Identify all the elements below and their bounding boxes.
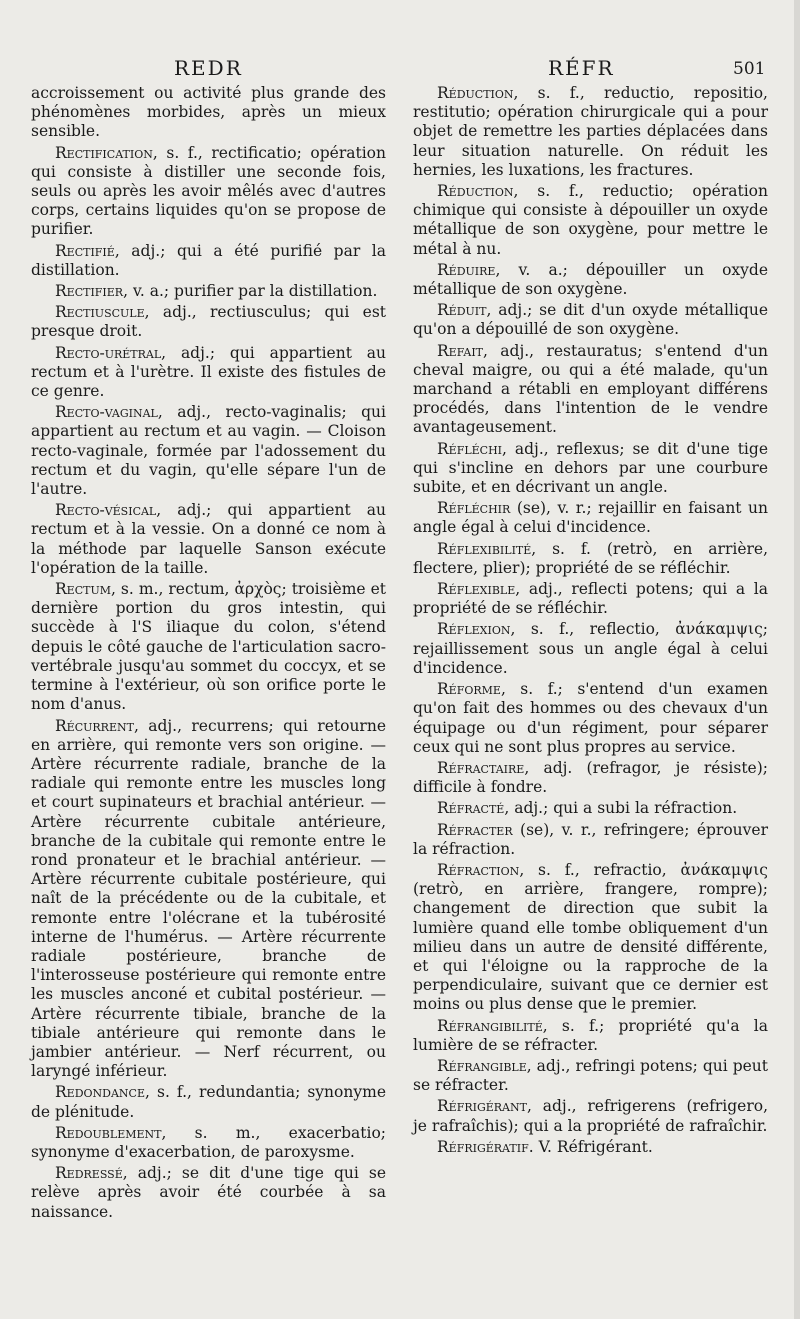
- dictionary-entry: [31, 1124, 386, 1162]
- running-head-right: RÉFR: [548, 56, 615, 80]
- entry-headword: Réflexion: [437, 620, 511, 639]
- entry-text: , s. f.; propriété qu'a la lumière de se réfracter.: [413, 1016, 768, 1054]
- dictionary-entry: [413, 620, 768, 678]
- dictionary-entry: [31, 403, 386, 499]
- entry-headword: Recto-vaginal: [55, 403, 158, 422]
- entry-text: , adj., recto-vaginalis; qui appartient au rectum et au vagin. — Cloison recto-vaginale, formée par l'adossement du rectum et du vagin, qu'elle sépare l'un de l'autre.: [31, 403, 386, 499]
- entry-text: , adj., rectiusculus; qui est presque droit.: [31, 303, 386, 341]
- dictionary-entry: [413, 1017, 768, 1055]
- entry-headword: Réfléchi: [437, 439, 503, 458]
- left-column: [31, 84, 386, 1224]
- entry-headword: Rectum: [55, 580, 111, 599]
- dictionary-entry: [413, 1097, 768, 1135]
- dictionary-entry: [31, 580, 386, 714]
- entry-headword: Réfléchir: [437, 499, 511, 518]
- dictionary-entry: [413, 680, 768, 757]
- entry-text: , s. f., redundantia; synonyme de plénitude.: [31, 1083, 386, 1121]
- entry-headword: Réfrigérant: [437, 1097, 527, 1116]
- dictionary-entry: [413, 499, 768, 537]
- entry-headword: Réflexibilité: [437, 539, 532, 558]
- entry-headword: Réduction: [437, 84, 514, 102]
- dictionary-entry: [31, 84, 386, 142]
- dictionary-entry: [31, 303, 386, 341]
- entry-headword: Rectifié: [55, 241, 115, 260]
- page-edge-shadow: [794, 0, 800, 1319]
- entry-text: , adj.; qui a subi la réfraction.: [504, 799, 738, 818]
- entry-text: , s. f., reductio; opération chimique qui consiste à dépouiller un oxyde métallique de son oxygène, pour mettre le métal à nu.: [413, 182, 768, 258]
- entry-text: , adj., refrigerens (refrigero, je rafraîchis); qui a la propriété de rafraîchir.: [413, 1097, 768, 1135]
- entry-headword: Redoublement: [55, 1123, 162, 1142]
- dictionary-entry: [31, 1083, 386, 1121]
- entry-headword: Rectifier: [55, 282, 124, 301]
- entry-headword: Réfracter: [437, 820, 513, 839]
- dictionary-entry: [31, 344, 386, 402]
- dictionary-entry: [413, 84, 768, 180]
- dictionary-entry: [31, 282, 386, 301]
- entry-headword: Réfractaire: [437, 758, 525, 777]
- dictionary-entry: [31, 144, 386, 240]
- dictionary-entry: [31, 1164, 386, 1222]
- dictionary-entry: [413, 759, 768, 797]
- dictionary-entry: [413, 301, 768, 339]
- entry-text: , adj., reflexus; se dit d'une tige qui s'incline en dehors par une courbure subite, et en décrivant un angle.: [413, 439, 768, 497]
- entry-text: , adj.; qui appartient au rectum et à la vessie. On a donné ce nom à la méthode par laquelle Sanson exécute l'opération de la taille.: [31, 501, 386, 577]
- dictionary-entry: [413, 1138, 768, 1157]
- entry-text: , s. m., exacerbatio; synonyme d'exacerbation, de paroxysme.: [31, 1123, 386, 1161]
- entry-text: , s. f., reductio, repositio, restitutio; opération chirurgicale qui a pour objet de remettre les parties déplacées dans leur situation naturelle. On réduit les hernies, les luxations, les fractures.: [413, 84, 768, 179]
- entry-text: , adj.; se dit d'une tige qui se relève après avoir été courbée à sa naissance.: [31, 1164, 386, 1221]
- entry-text: , s. f., rectificatio; opération qui consiste à distiller une seconde fois, seuls ou après les avoir mêlés avec d'autres corps, certains liquides qu'on se propose de purifier.: [31, 143, 386, 239]
- entry-headword: Recto-vésical: [55, 501, 157, 520]
- dictionary-entry: [31, 501, 386, 578]
- dictionary-entry: [413, 182, 768, 259]
- entry-headword: Redressé: [55, 1164, 123, 1183]
- entry-headword: Réduit: [437, 301, 487, 320]
- right-column: [413, 84, 768, 1159]
- entry-headword: Recto-urétral: [55, 343, 162, 362]
- entry-text: (se), v. r.; rejaillir en faisant un angle égal à celui d'incidence.: [413, 499, 768, 537]
- page-number: 501: [733, 59, 766, 79]
- entry-headword: Réfrangibilité: [437, 1016, 543, 1035]
- entry-headword: Récurrent: [55, 716, 134, 735]
- entry-text: , s. f.; s'entend d'un examen qu'on fait des hommes ou des chevaux d'un équipage ou d'un régiment, pour séparer ceux qui ne sont plus propres au service.: [413, 680, 768, 756]
- entry-text: , adj., reflecti potens; qui a la propriété de se réfléchir.: [413, 580, 768, 618]
- dictionary-entry: [413, 1057, 768, 1095]
- entry-text: , s. m., rectum, ἀρχὸς; troisième et dernière portion du gros intestin, qui succède à l'S iliaque du colon, s'étend depuis le côté gauche de l'articulation sacro-vertébrale jusqu'au sommet du coccyx, et se termine à l'extérieur, où son orifice porte le nom d'anus.: [31, 580, 386, 714]
- entry-text: accroissement ou activité plus grande des phénomènes morbides, après un mieux sensible.: [31, 84, 386, 141]
- entry-text: , adj., recurrens; qui retourne en arrière, qui remonte vers son origine. — Artère récurrente radiale, branche de la radiale qui remonte entre les muscles long et court supinateurs et brachial antérieur. — Artère récurrente cubitale antérieure, branche de la cubitale qui remonte entre le rond pronateur et le brachial antérieur. — Artère récurrente cubitale postérieure, qui naît de la précédente ou de la cubitale, et remonte entre l'olécrane et la tubérosité interne de l'humérus. — Artère récurrente radiale postérieure, branche de l'interosseuse postérieure qui remonte entre les muscles anconé et cubital postérieur. — Artère récurrente tibiale, branche de la tibiale antérieure qui remonte dans le jambier antérieur. — Nerf récurrent, ou laryngé inférieur.: [31, 716, 386, 1081]
- entry-headword: Redondance: [55, 1083, 145, 1102]
- entry-text: , adj. (refragor, je résiste); difficile à fondre.: [413, 758, 768, 797]
- dictionary-entry: [413, 799, 768, 818]
- entry-headword: Rectiuscule: [55, 303, 145, 322]
- running-head-left: REDR: [174, 56, 243, 80]
- entry-headword: Rectification: [55, 143, 153, 162]
- entry-text: , s. f. (retrò, en arrière, flectere, plier); propriété de se réfléchir.: [413, 539, 768, 577]
- entry-text: , v. a.; dépouiller un oxyde métallique de son oxygène.: [413, 260, 768, 299]
- entry-text: , v. a.; purifier par la distillation.: [123, 282, 378, 301]
- entry-text: , s. f., reflectio, ἀνάκαμψις; rejaillissement sous un angle égal à celui d'incidence.: [413, 620, 768, 677]
- entry-headword: Réfrigératif: [437, 1137, 529, 1156]
- entry-headword: Réflexible: [437, 580, 516, 599]
- entry-headword: Réduire: [437, 260, 496, 279]
- entry-text: , adj.; qui a été purifié par la distillation.: [31, 241, 386, 279]
- entry-text: . V. Réfrigérant.: [528, 1137, 653, 1156]
- dictionary-entry: [413, 261, 768, 299]
- entry-headword: Réfraction: [437, 860, 520, 879]
- dictionary-entry: [413, 540, 768, 578]
- entry-headword: Réfracté: [437, 799, 505, 818]
- entry-text: , adj.; se dit d'un oxyde métallique qu'on a dépouillé de son oxygène.: [413, 301, 768, 339]
- entry-text: , adj., refringi potens; qui peut se réfracter.: [413, 1056, 768, 1095]
- dictionary-entry: [413, 440, 768, 498]
- entry-text: , adj.; qui appartient au rectum et à l'urètre. Il existe des fistules de ce genre.: [31, 343, 386, 401]
- entry-headword: Réforme: [437, 680, 501, 699]
- dictionary-entry: [31, 242, 386, 280]
- entry-headword: Refait: [437, 341, 484, 360]
- entry-headword: Réduction: [437, 182, 514, 201]
- entry-text: (se), v. r., refringere; éprouver la réfraction.: [413, 820, 768, 858]
- dictionary-entry: [413, 580, 768, 618]
- dictionary-entry: [413, 861, 768, 1015]
- entry-text: , adj., restauratus; s'entend d'un cheval maigre, ou qui a été malade, qu'un marchand a rétabli en employant différens procédés, dans l'intention de le vendre avantageusement.: [413, 341, 768, 437]
- dictionary-entry: [31, 717, 386, 1082]
- dictionary-entry: [413, 821, 768, 859]
- entry-headword: Réfrangible: [437, 1056, 527, 1075]
- entry-text: , s. f., refractio, ἀνάκαμψις (retrò, en arrière, frangere, rompre); changement de direction que subit la lumière quand elle tombe obliquement d'un milieu dans un autre de densité différente, et qui l'éloigne ou la rapproche de la perpendiculaire, suivant que ce dernier est moins ou plus dense que le premier.: [413, 860, 768, 1014]
- dictionary-entry: [413, 342, 768, 438]
